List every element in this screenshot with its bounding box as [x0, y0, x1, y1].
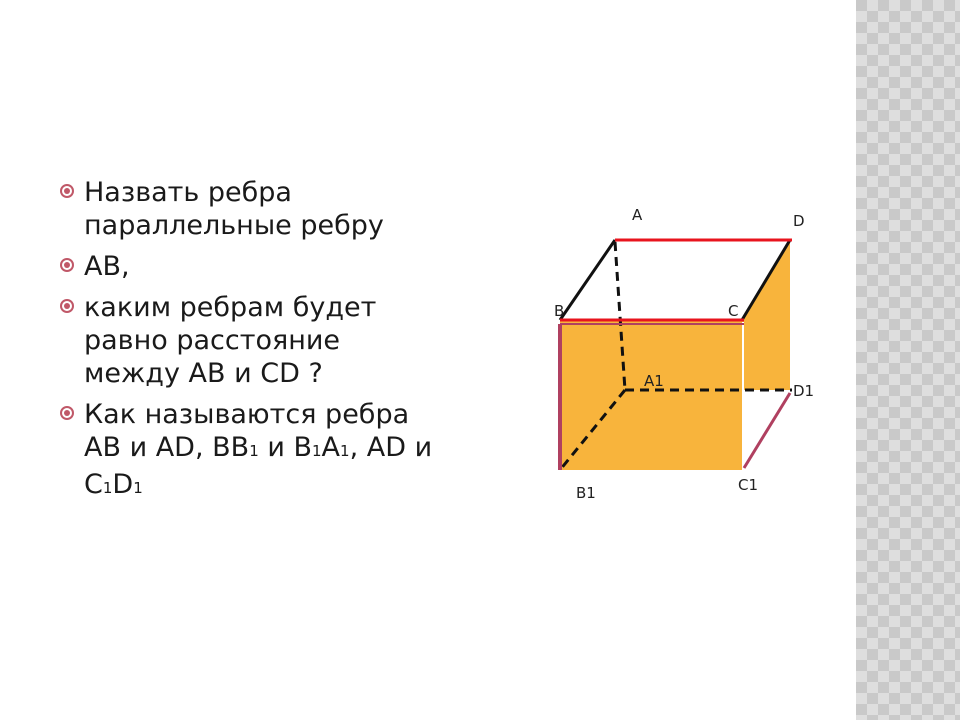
label-A1: A1 — [644, 372, 664, 390]
bullet-list — [60, 176, 440, 513]
label-B1: B1 — [576, 484, 596, 502]
bullet-item-1 — [60, 176, 440, 242]
label-D1: D1 — [793, 382, 815, 400]
label-D: D — [793, 212, 805, 230]
bullet-text-2: AB, — [84, 251, 130, 282]
bullet-circle-icon — [60, 184, 74, 198]
bullet-item-4 — [60, 398, 440, 505]
label-C: C — [728, 302, 739, 320]
label-C1: C1 — [738, 476, 759, 494]
front-face — [560, 320, 742, 470]
bullet-text-1: Назвать ребра параллельные ребру — [84, 177, 384, 241]
bullet-text-4: Как называются ребра AB и AD, BB1 и B1A1, AD и C1D1 — [84, 399, 433, 500]
cube-figure — [530, 190, 830, 520]
bullet-circle-icon — [60, 258, 74, 272]
bullet-circle-icon — [60, 299, 74, 313]
side-decoration-pattern — [856, 0, 960, 720]
bullet-circle-icon — [60, 406, 74, 420]
label-A: A — [632, 206, 643, 224]
bullet-item-3 — [60, 291, 440, 390]
label-B: B — [554, 302, 565, 320]
bullet-item-2 — [60, 250, 440, 283]
bullet-text-3: каким ребрам будет равно расстояние между AB и CD ? — [84, 292, 377, 389]
